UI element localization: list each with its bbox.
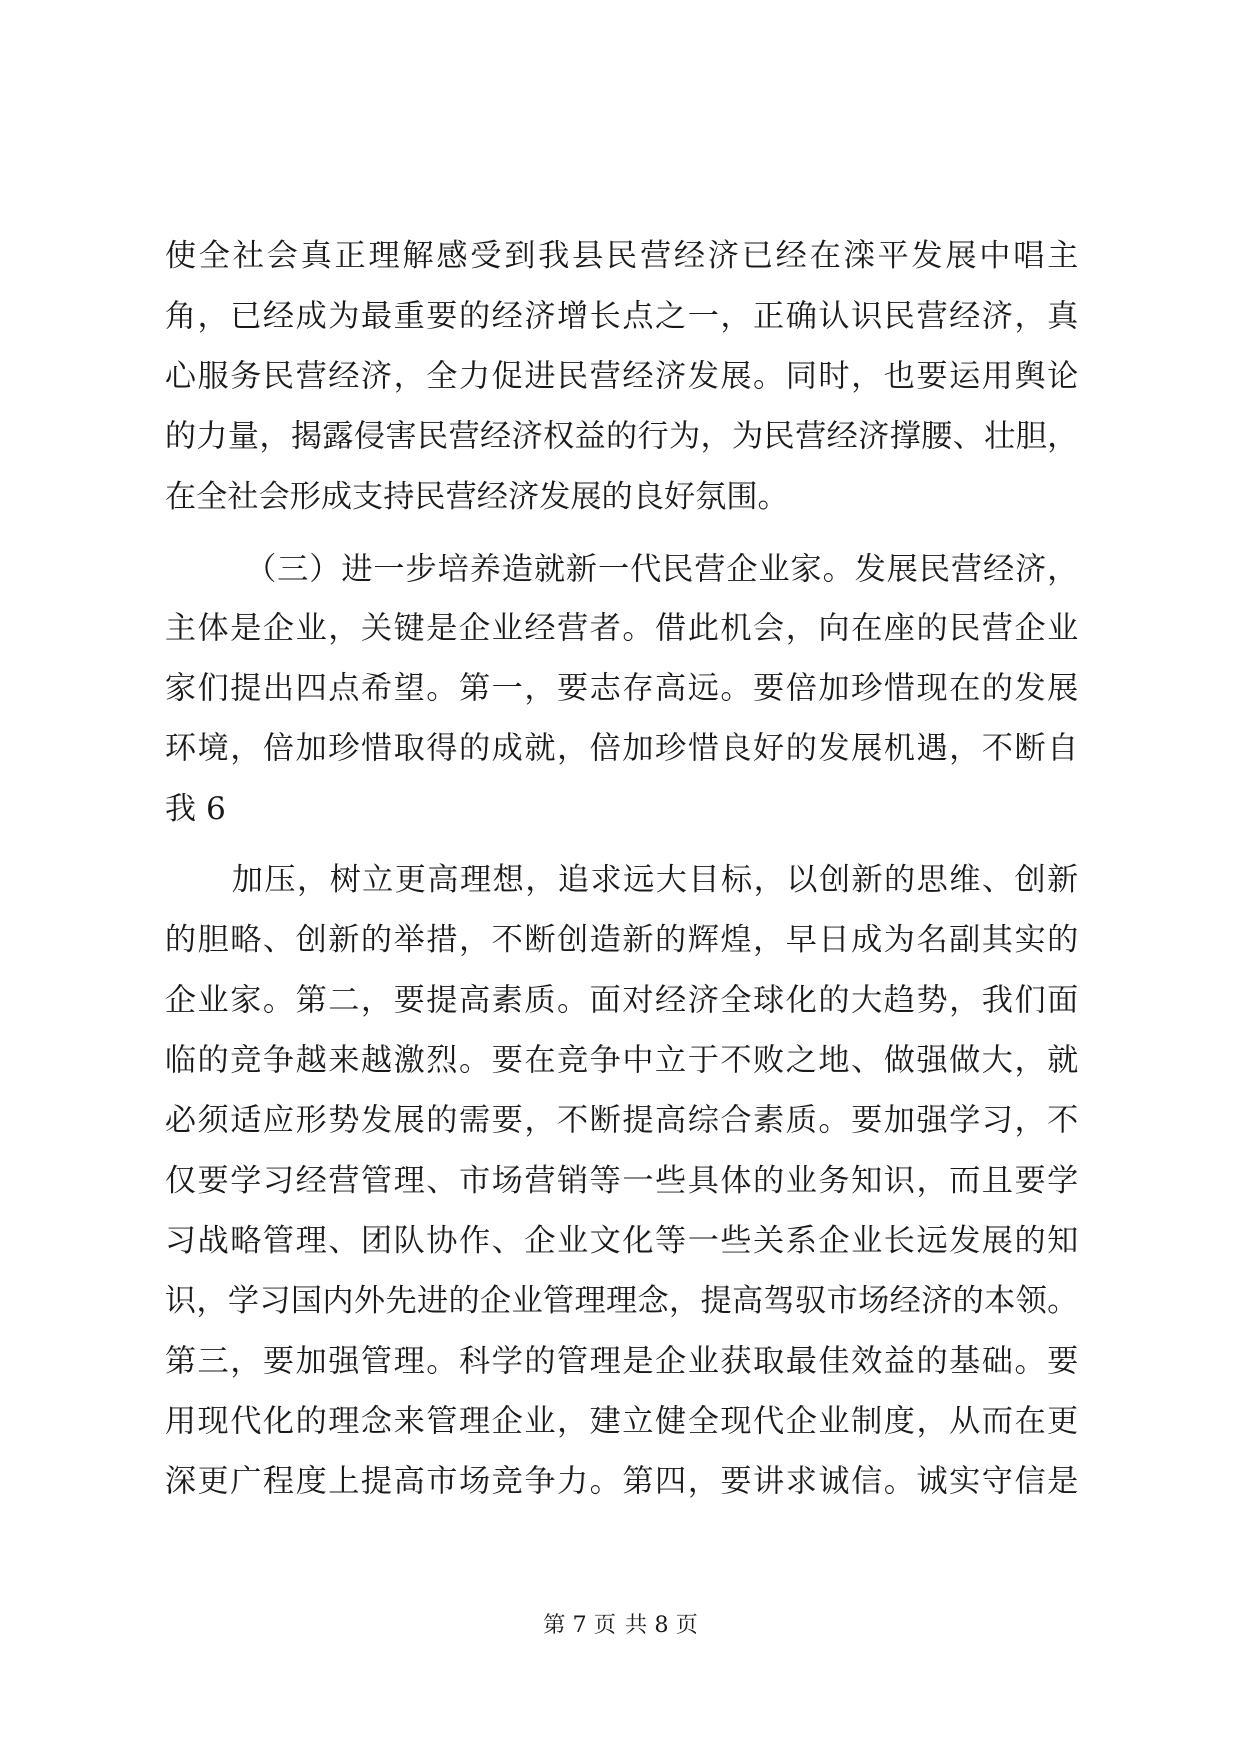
text-line: 环境，倍加珍惜取得的成就，倍加珍惜良好的发展机遇，不断自	[164, 729, 1079, 767]
total-pages: 共 8 页	[624, 1610, 698, 1638]
text-line: 使全社会真正理解感受到我县民营经济已经在滦平发展中唱主	[164, 237, 1079, 275]
text-line: 用现代化的理念来管理企业，建立健全现代企业制度，从而在更	[164, 1402, 1079, 1440]
text-line: 习战略管理、团队协作、企业文化等一些关系企业长远发展的知	[164, 1222, 1079, 1259]
section-heading-line: （三）进一步培养造就新一代民营企业家。发展民营经济，	[245, 550, 1079, 588]
page-number: 第 7 页	[543, 1610, 617, 1638]
text-line: 第三，要加强管理。科学的管理是企业获取最佳效益的基础。要	[164, 1342, 1079, 1380]
page-footer	[0, 1609, 1241, 1640]
text-line: 企业家。第二，要提高素质。面对经济全球化的大趋势，我们面	[164, 981, 1079, 1019]
text-line: 心服务民营经济，全力促进民营经济发展。同时，也要运用舆论	[164, 357, 1079, 395]
text-line: 的力量，揭露侵害民营经济权益的行为，为民营经济撑腰、壮胆，	[164, 417, 1079, 455]
text-line: 我 6	[164, 789, 226, 827]
text-line: 主体是企业，关键是企业经营者。借此机会，向在座的民营企业	[164, 609, 1079, 647]
text-line: 的胆略、创新的举措，不断创造新的辉煌，早日成为名副其实的	[164, 921, 1079, 959]
text-line: 在全社会形成支持民营经济发展的良好氛围。	[164, 477, 789, 515]
text-line: 家们提出四点希望。第一，要志存高远。要倍加珍惜现在的发展	[164, 669, 1079, 707]
text-line: 角，已经成为最重要的经济增长点之一，正确认识民营经济，真	[164, 297, 1079, 335]
text-line: 识，学习国内外先进的企业管理理念，提高驾驭市场经济的本领。	[164, 1282, 1079, 1319]
text-line: 临的竞争越来越激烈。要在竞争中立于不败之地、做强做大，就	[164, 1041, 1079, 1079]
text-line: 深更广程度上提高市场竞争力。第四，要讲求诚信。诚实守信是	[164, 1462, 1079, 1500]
text-line: 加压，树立更高理想，追求远大目标，以创新的思维、创新	[231, 861, 1079, 898]
text-line: 必须适应形势发展的需要，不断提高综合素质。要加强学习，不	[164, 1101, 1079, 1139]
text-line: 仅要学习经营管理、市场营销等一些具体的业务知识，而且要学	[164, 1161, 1079, 1199]
